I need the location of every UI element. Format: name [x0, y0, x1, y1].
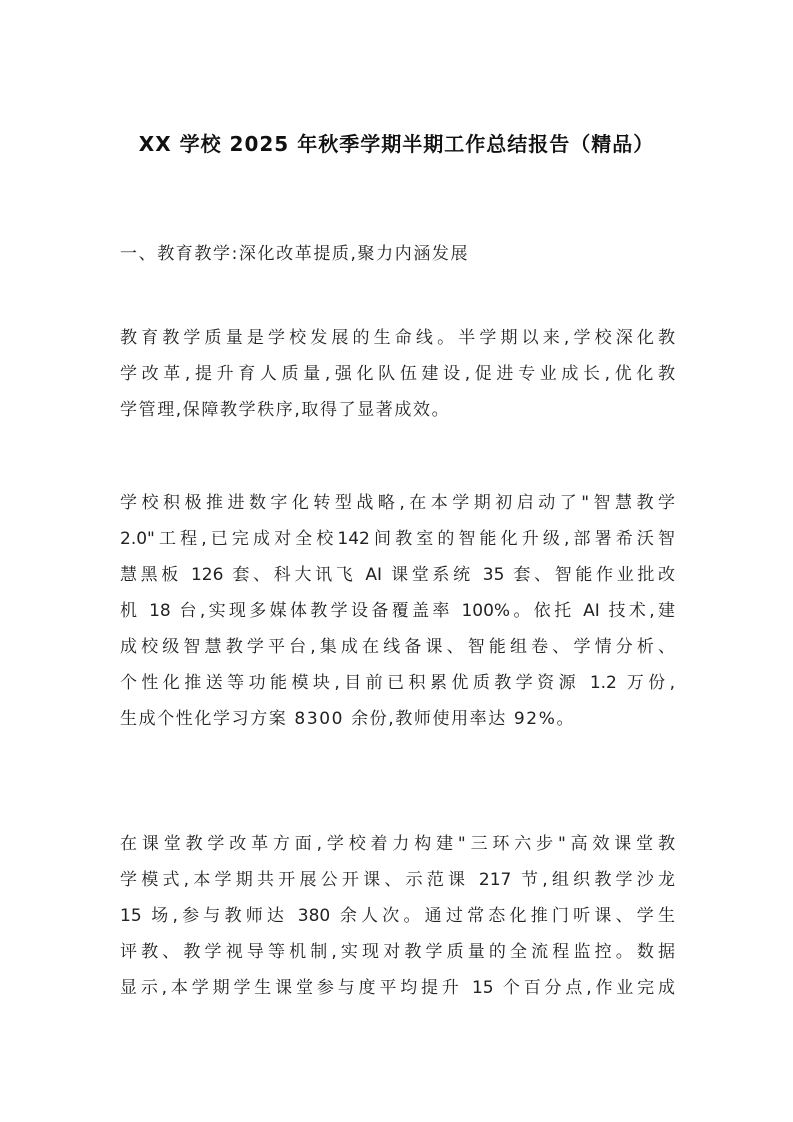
section-heading: 一、教育教学:深化改革提质,聚力内涵发展	[120, 244, 470, 264]
paragraph-line: 成校级智慧教学平台,集成在线备课、智能组卷、学情分析、	[120, 637, 675, 657]
document-title: XX 学校 2025 年秋季学期半期工作总结报告（精品）	[138, 132, 655, 156]
paragraph-line: 慧黑板 126 套、科大讯飞 AI 课堂系统 35 套、智能作业批改	[120, 565, 675, 585]
paragraph-digital-transformation	[120, 485, 675, 737]
paragraph-line: 学改革,提升育人质量,强化队伍建设,促进专业成长,优化教	[120, 364, 675, 384]
paragraph-classroom-reform	[120, 826, 675, 1006]
paragraph-line: 在课堂教学改革方面,学校着力构建"三环六步"高效课堂教	[120, 834, 675, 854]
paragraph-line: 机 18 台,实现多媒体教学设备覆盖率 100%。依托 AI 技术,建	[120, 601, 675, 621]
paragraph-line: 学校积极推进数字化转型战略,在本学期初启动了"智慧教学	[120, 493, 675, 513]
paragraph-intro	[120, 320, 675, 428]
paragraph-line: 显示,本学期学生课堂参与度平均提升 15 个百分点,作业完成	[120, 978, 675, 998]
paragraph-line: 生成个性化学习方案 8300 余份,教师使用率达 92%。	[120, 709, 576, 729]
paragraph-line: 15 场,参与教师达 380 余人次。通过常态化推门听课、学生	[120, 906, 675, 926]
paragraph-line: 学模式,本学期共开展公开课、示范课 217 节,组织教学沙龙	[120, 870, 675, 890]
paragraph-line: 个性化推送等功能模块,目前已积累优质教学资源 1.2 万份,	[120, 673, 675, 693]
paragraph-line: 评教、教学视导等机制,实现对教学质量的全流程监控。数据	[120, 942, 675, 962]
paragraph-line: 学管理,保障教学秩序,取得了显著成效。	[120, 400, 451, 420]
paragraph-line: 2.0"工程,已完成对全校142间教室的智能化升级,部署希沃智	[120, 529, 675, 549]
paragraph-line: 教育教学质量是学校发展的生命线。半学期以来,学校深化教	[120, 328, 675, 348]
